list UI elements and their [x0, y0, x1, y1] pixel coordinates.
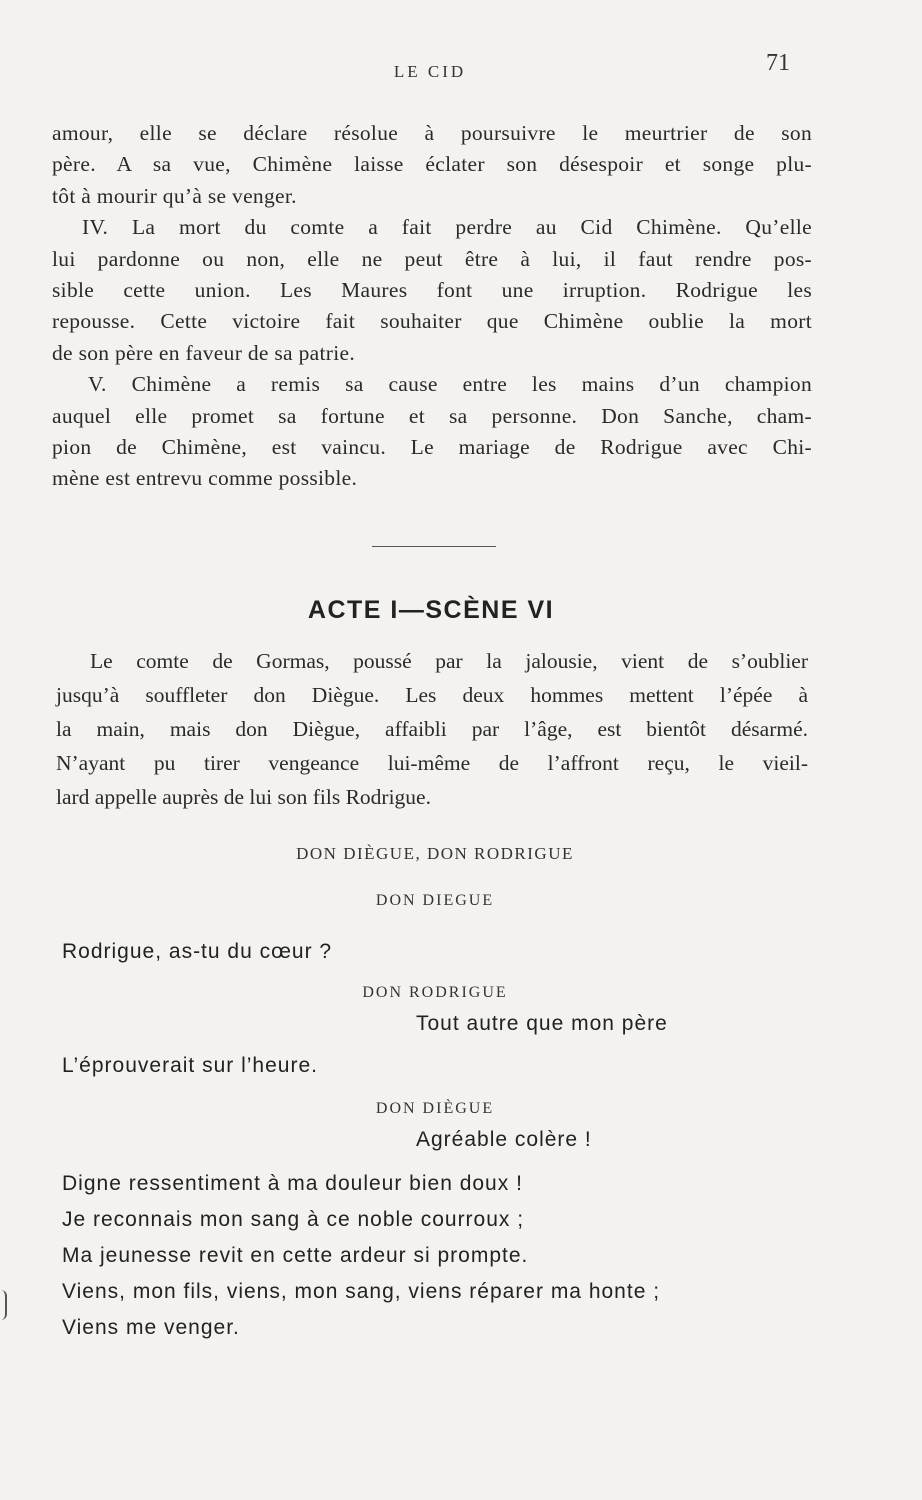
scene-title: ACTE I—SCÈNE VI: [307, 596, 555, 624]
summary-line: auquel elle promet sa fortune et sa personne. Don Sanche, cham-: [52, 403, 812, 428]
summary-line: lui pardonne ou non, elle ne peut être à lui, il faut rendre pos-: [52, 246, 812, 271]
scene-summary: [56, 644, 808, 814]
summary-line: IV. La mort du comte a fait perdre au Cid Chimène. Qu’elle: [82, 215, 812, 240]
summary-line: sible cette union. Les Maures font une irruption. Rodrigue les: [52, 278, 812, 303]
scene-summary-line: N’ayant pu tirer vengeance lui-même de l’affront reçu, le vieil-: [56, 751, 808, 775]
scene-summary-line: lard appelle auprès de lui son fils Rodrigue.: [56, 785, 431, 809]
summary-line: mène est entrevu comme possible.: [52, 466, 358, 491]
running-header: LE CID: [393, 62, 467, 81]
verse-line: Tout autre que mon père: [416, 1012, 668, 1035]
verse-line: Viens me venger.: [62, 1316, 240, 1339]
summary-line: repousse. Cette victoire fait souhaiter que Chimène oublie la mort: [52, 309, 812, 334]
summary-line: père. A sa vue, Chimène laisse éclater son désespoir et songe plu-: [52, 152, 812, 177]
verse-line: Digne ressentiment à ma douleur bien doux !: [62, 1172, 523, 1195]
section-divider: [372, 546, 496, 547]
summary-line: amour, elle se déclare résolue à poursuivre le meurtrier de son: [52, 121, 812, 145]
summary-line: pion de Chimène, est vaincu. Le mariage de Rodrigue avec Chi-: [52, 435, 812, 460]
speaker-name: DON DIEGUE: [375, 892, 495, 909]
verse-line: Viens, mon fils, viens, mon sang, viens réparer ma honte ;: [62, 1280, 661, 1303]
scene-summary-line: Le comte de Gormas, poussé par la jalousie, vient de s’oublier: [90, 649, 808, 673]
page-number: 71: [766, 50, 790, 76]
verse-line: L’éprouverait sur l’heure.: [62, 1054, 318, 1077]
verse-line: Ma jeunesse revit en cette ardeur si prompte.: [62, 1244, 529, 1267]
speaker-name: DON DIÈGUE: [375, 1100, 495, 1117]
act-summary: [52, 118, 812, 495]
speaker-name: DON RODRIGUE: [362, 984, 508, 1001]
verse-line: Je reconnais mon sang à ce noble courroux ;: [62, 1208, 525, 1231]
summary-line: tôt à mourir qu’à se venger.: [52, 183, 297, 208]
summary-line: V. Chimène a remis sa cause entre les mains d’un champion: [88, 372, 812, 397]
scene-summary-line: jusqu’à souffleter don Diègue. Les deux hommes mettent l’épée à: [56, 683, 808, 707]
summary-line: de son père en faveur de sa patrie.: [52, 340, 355, 365]
scene-summary-line: la main, mais don Diègue, affaibli par l’âge, est bientôt désarmé.: [56, 717, 808, 741]
page-edge-mark: [0, 1290, 7, 1320]
verse-line: Agréable colère !: [416, 1128, 592, 1151]
scene-characters: DON DIÈGUE, DON RODRIGUE: [296, 844, 574, 863]
verse-line: Rodrigue, as-tu du cœur ?: [62, 940, 333, 963]
